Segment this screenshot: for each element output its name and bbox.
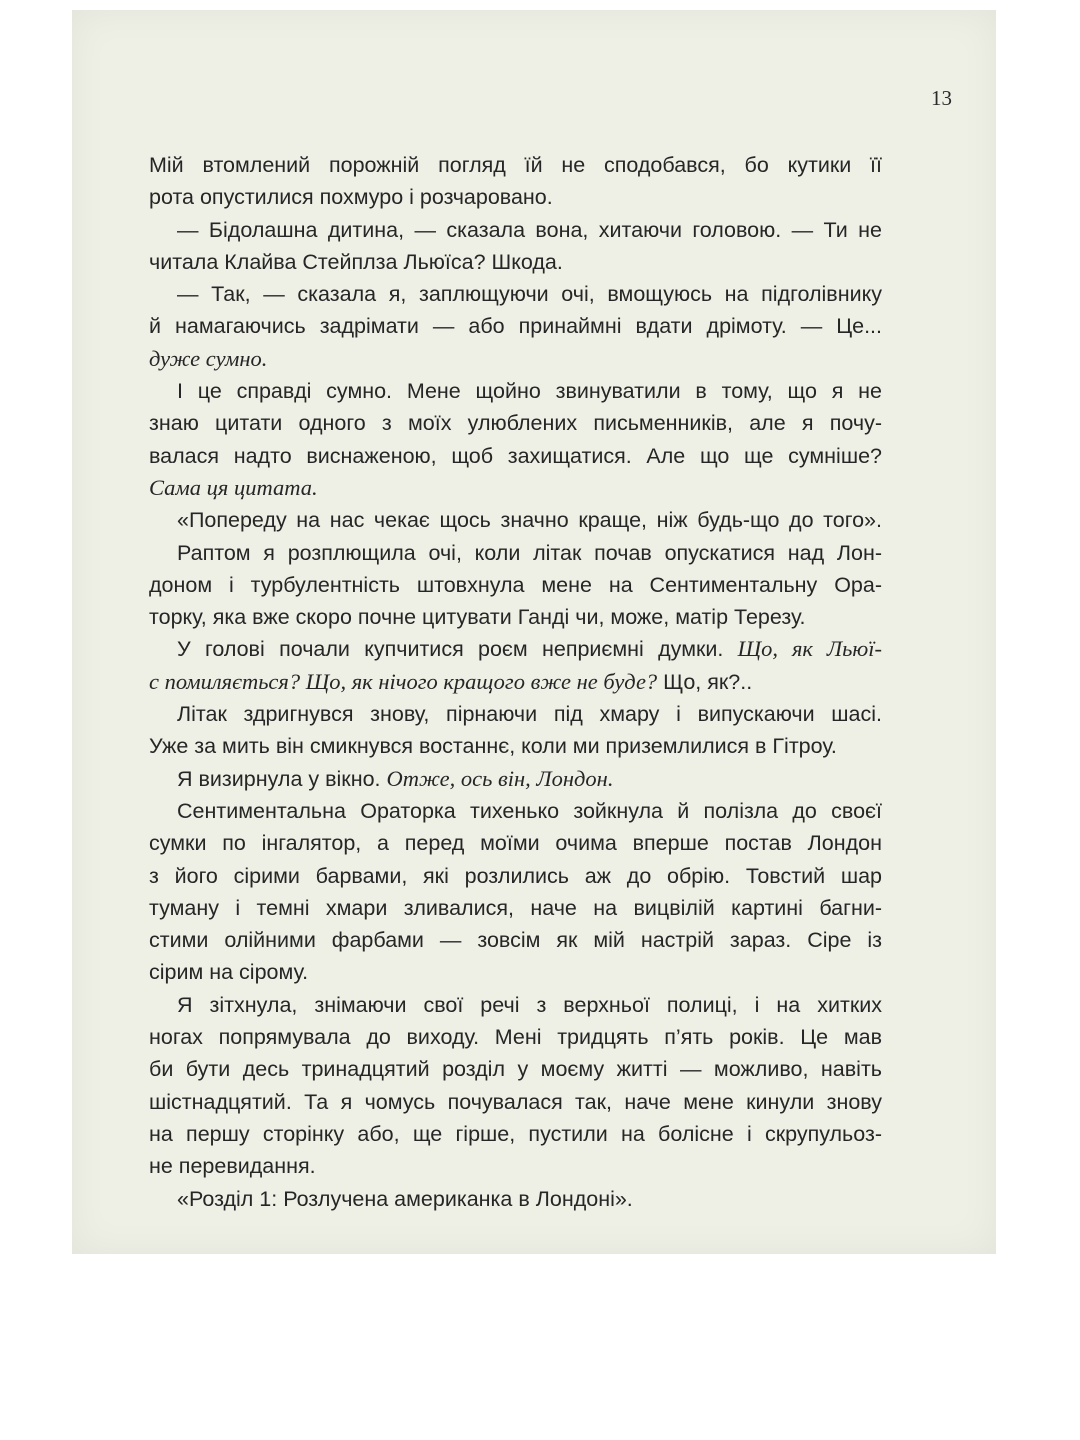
- text-line: [149, 407, 882, 439]
- text-run: Мій втомлений порожній погляд їй не сподобався, бо кутики її: [149, 153, 882, 177]
- text-line: [149, 1150, 882, 1182]
- text-line: [149, 1183, 882, 1215]
- text-run: з його сірими барвами, які розлились аж до обрію. Товстий шар: [149, 863, 882, 888]
- text-line: [149, 924, 882, 956]
- text-line: [149, 214, 882, 246]
- text-line: [149, 246, 882, 278]
- text-run: на першу сторінку або, ще гірше, пустили на болісне і скрупульоз-: [149, 1121, 882, 1146]
- text-run: рота опустилися похмуро і розчаровано.: [149, 185, 553, 210]
- text-run: шістнадцятий. Та я чомусь почувалася так, наче мене кинули знову: [149, 1089, 882, 1114]
- text-line: [149, 827, 882, 859]
- text-line: [149, 795, 882, 827]
- italic-run: Отже, ось він, Лондон.: [386, 765, 614, 791]
- italic-run: Сама ця цитата.: [149, 474, 318, 500]
- italic-run: с помиляється? Що, як нічого кращого вже не буде?: [149, 668, 658, 694]
- text-run: доном і турбулентність штовхнула мене на Сентиментальну Ора-: [149, 572, 882, 597]
- text-line: [149, 278, 882, 310]
- text-line: [149, 569, 882, 601]
- italic-run: дуже сумно.: [149, 345, 268, 371]
- text-line: [149, 1021, 882, 1053]
- text-line: [149, 633, 882, 665]
- text-line: [149, 989, 882, 1021]
- text-run: сірим на сірому.: [149, 960, 309, 985]
- text-run: торку, яка вже скоро почне цитувати Ганді чи, може, матір Терезу.: [149, 605, 806, 630]
- text-run: не перевидання.: [149, 1154, 316, 1179]
- text-line: [149, 601, 882, 633]
- text-line: [149, 181, 882, 213]
- text-run: Літак здригнувся знову, пірнаючи під хмару і випускаючи шасі.: [177, 702, 882, 727]
- text-line: [149, 1118, 882, 1150]
- text-run: сумки по інгалятор, а перед моїми очима вперше постав Лондон: [149, 831, 882, 856]
- text-run: Я зітхнула, знімаючи свої речі з верхньої полиці, і на хитких: [177, 992, 882, 1017]
- text-run: знаю цитати одного з моїх улюблених письменників, але я почу-: [149, 411, 882, 436]
- text-line: [149, 860, 882, 892]
- text-run: — Так, — сказала я, заплющуючи очі, вмощуюсь на підголівнику: [177, 282, 882, 307]
- text-line: [149, 730, 882, 762]
- text-run: й намагаючись задрімати — або принаймні вдати дрімоту. — Це...: [149, 314, 882, 339]
- text-run: «Розділ 1: Розлучена американка в Лондоні».: [177, 1186, 633, 1211]
- text-line: [149, 343, 882, 375]
- text-run: Раптом я розплющила очі, коли літак почав опускатися над Лон-: [177, 540, 882, 565]
- text-line: [149, 440, 882, 472]
- italic-run: Що, як Льюї-: [737, 636, 882, 662]
- book-page: [72, 10, 996, 1254]
- text-line: [149, 763, 882, 795]
- text-line: [149, 698, 882, 730]
- text-line: [149, 956, 882, 988]
- text-line: [149, 375, 882, 407]
- text-line: [149, 310, 882, 342]
- text-line: [149, 892, 882, 924]
- body-text: [149, 149, 882, 1215]
- text-run: стими олійними фарбами — зовсім як мій настрій зараз. Сіре із: [149, 928, 882, 953]
- text-run: Я визирнула у вікно.: [177, 766, 387, 791]
- text-line: [149, 504, 882, 536]
- text-run: — Бідолашна дитина, — сказала вона, хитаючи головою. — Ти не: [177, 217, 882, 242]
- text-run: «Попереду на нас чекає щось значно краще, ніж будь-що до того».: [177, 508, 882, 533]
- text-run: ногах попрямувала до виходу. Мені тридцять п’ять років. Це мав: [149, 1025, 882, 1050]
- text-run: У голові почали купчитися роєм неприємні думки.: [177, 637, 738, 662]
- page-number: 13: [931, 86, 952, 110]
- text-run: туману і темні хмари зливалися, наче на вицвілій картині багни-: [149, 895, 882, 920]
- text-line: [149, 1053, 882, 1085]
- text-run: би бути десь тринадцятий розділ у моєму житті — можливо, навіть: [149, 1057, 882, 1082]
- text-line: [149, 666, 882, 698]
- text-run: Уже за мить він смикнувся востаннє, коли ми приземлилися в Гітроу.: [149, 734, 837, 759]
- text-line: [149, 149, 882, 181]
- text-run: Сентиментальна Ораторка тихенько зойкнула й полізла до своєї: [177, 798, 882, 823]
- text-line: [149, 472, 882, 504]
- text-run: читала Клайва Стейплза Льюїса? Шкода.: [149, 249, 563, 274]
- text-run: Що, як?..: [657, 669, 753, 694]
- text-run: валася надто виснаженою, щоб захищатися. Але що ще сумніше?: [149, 443, 882, 468]
- text-run: І це справді сумно. Мене щойно звинуватили в тому, що я не: [177, 379, 882, 404]
- text-line: [149, 537, 882, 569]
- text-line: [149, 1086, 882, 1118]
